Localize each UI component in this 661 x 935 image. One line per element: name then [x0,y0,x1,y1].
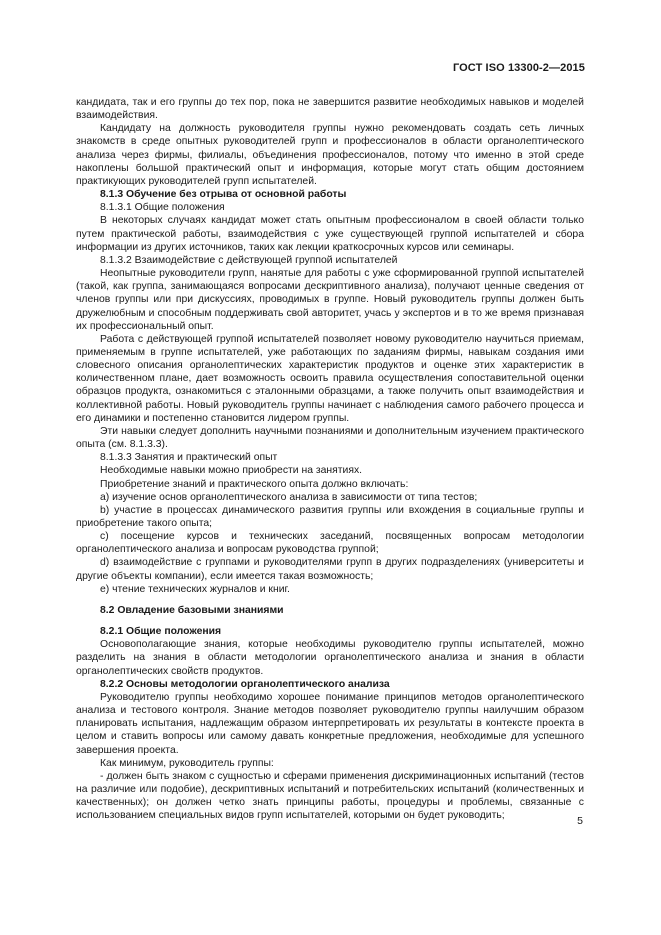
list-item: d) взаимодействие с группами и руководителями групп в других подразделениях (университеты и другие объекты компании), если имеется такая возможность; [76,557,584,582]
paragraph: Как минимум, руководитель группы: [100,757,274,769]
body-text [76,96,584,822]
paragraph: Неопытные руководители групп, нанятые для работы с уже сформированной группой испытателей (такой, как группа, занимающаяся вопросами дескриптивного анализа), получают ценные сведения от членов группы или при дискуссиях, проводимых в группе. Новый руководитель группы должен быть дружелюбным и способным поддерживать свой авторитет, учась у экспертов и в то же время признавая их профессиональный опыт. [76,268,584,332]
paragraph: Работа с действующей группой испытателей позволяет новому руководителю научиться приемам, применяемым в группе испытателей, уже работающих по заданиям фирмы, навыкам создания ими словесного описания органолептических характеристик продуктов и оценке этих характеристик в количественном плане, дает возможность освоить правила осуществления сопоставительной оценки образцов продукта, ознакомиться с эталонными образцами, а также получить опыт взаимодействия и коллективной работы. Новый руководитель группы начинает с наблюдения самого рабочего процесса и его динамики и постепенно становится лидером группы. [76,333,584,424]
list-item: b) участие в процессах динамического развития группы или вхождения в социальные группы и приобретение такого опыта; [76,504,584,529]
paragraph: Кандидату на должность руководителя группы нужно рекомендовать создать сеть личных знакомств в среде опытных руководителей групп и профессионалов в области органолептического анализа через фирмы, филиалы, объединения профессионалов, потому что именно в этой среде накоплены большой практический опыт и информация, которые могут стать общим достоянием практикующих руководителей групп испытателей. [76,123,584,187]
section-heading-8-1-3: 8.1.3 Обучение без отрыва от основной работы [100,189,347,201]
paragraph: Руководителю группы необходимо хорошее понимание принципов методов органолептического анализа и тестового контроля. Знание методов позволяет руководителю группы наилучшим образом планировать испытания, надлежащим образом интерпретировать их результаты в контексте проекта в целом и ставить вопросы или самому давать конкретные предложения, необходимые для успешного завершения проекта. [76,691,584,756]
subsection-heading-8-1-3-2: 8.1.3.2 Взаимодействие с действующей группой испытателей [100,254,398,266]
paragraph: Необходимые навыки можно приобрести на занятиях. [100,465,363,477]
list-item: a) изучение основ органолептического анализа в зависимости от типа тестов; [100,491,478,503]
section-heading-8-2-1: 8.2.1 Общие положения [100,626,222,638]
paragraph: кандидата, так и его группы до тех пор, пока не завершится развитие необходимых навыков и моделей взаимодействия. [76,97,584,122]
section-heading-8-2: 8.2 Овладение базовыми знаниями [100,604,284,616]
page-number: 5 [577,815,583,827]
subsection-heading-8-1-3-1: 8.1.3.1 Общие положения [100,202,225,214]
paragraph: Приобретение знаний и практического опыта должно включать: [100,478,409,490]
list-item: c) посещение курсов и технических заседаний, посвященных вопросам методологии органолептического анализа и вопросам руководства группой; [76,531,584,556]
paragraph: Эти навыки следует дополнить научными познаниями и дополнительным изучением практического опыта (см. 8.1.3.3). [76,425,584,451]
list-item: - должен быть знаком с сущностью и сферами применения дискриминационных испытаний (тестов на различие или подобие), дескриптивных испытаний и потребительских испытаний (количественных и качественных); он должен четко знать принципы работы, процедуры и проблемы, связанные с использованием специальных видов групп испытателей, которыми он будет руководить; [76,770,584,822]
paragraph: В некоторых случаях кандидат может стать опытным профессионалом в своей области только путем практической работы, взаимодействия с уже существующей группой испытателей и сбора информации из других источников, таких как лекции краткосрочных курсов или семинары. [76,215,584,253]
section-heading-8-2-2: 8.2.2 Основы методологии органолептического анализа [100,678,390,690]
standard-header: ГОСТ ISO 13300-2—2015 [452,62,585,74]
paragraph: Основополагающие знания, которые необходимы руководителю группы испытателей, можно разделить на знания в области методологии органолептического анализа и знания в области органолептических свойств продуктов. [76,639,584,677]
list-item: e) чтение технических журналов и книг. [100,583,290,595]
subsection-heading-8-1-3-3: 8.1.3.3 Занятия и практический опыт [100,452,278,464]
